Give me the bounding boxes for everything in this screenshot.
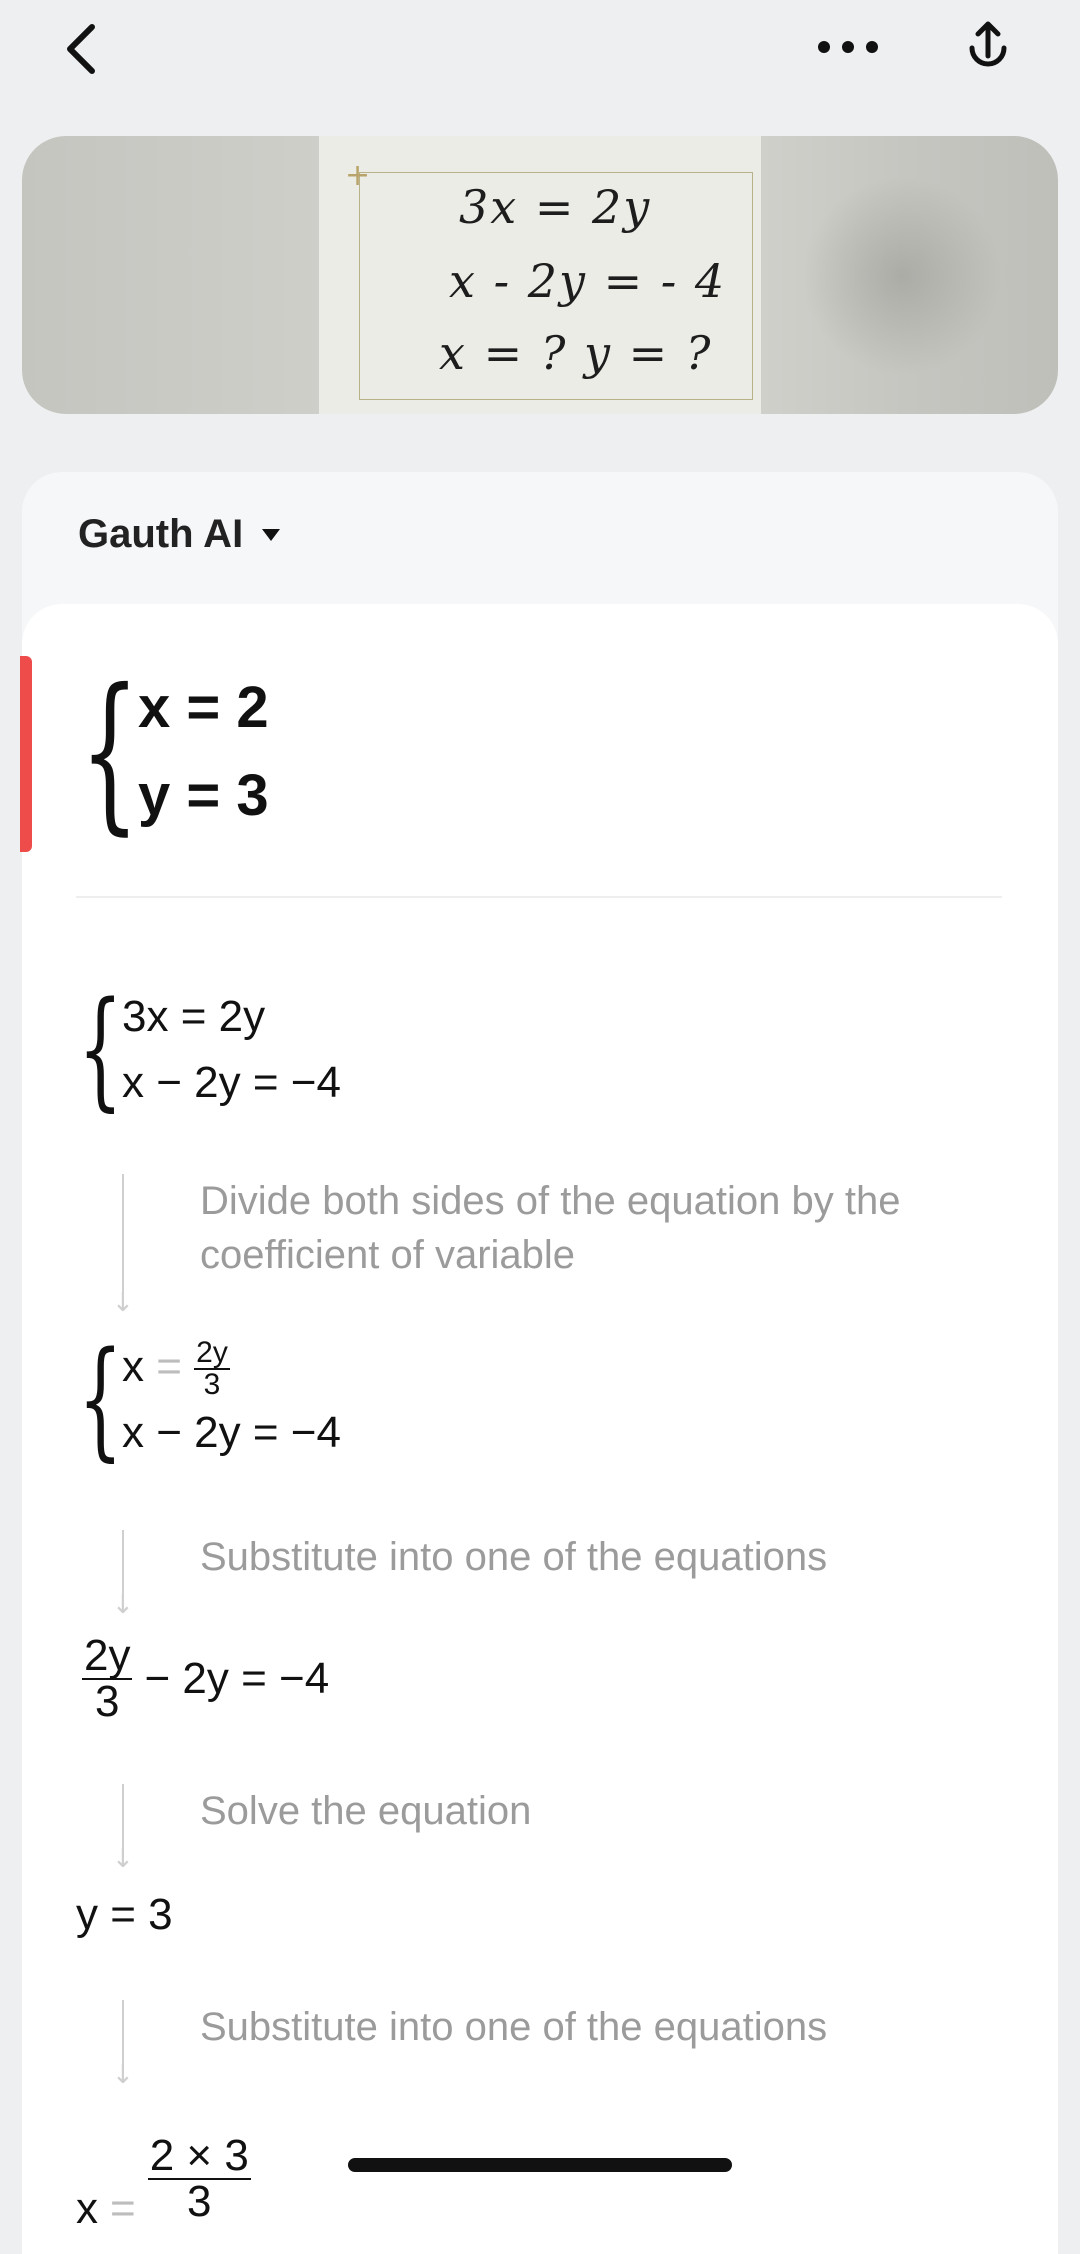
step-equation-5-lhs: x (76, 2184, 98, 2233)
step-note-4 (110, 2000, 828, 2090)
more-dots-icon (816, 39, 880, 55)
chevron-left-icon (62, 21, 102, 77)
step-note-3 (110, 1784, 532, 1874)
answer-panel (22, 472, 1058, 2232)
step-system-2 (78, 1325, 341, 1475)
step-equation-3-rest: − 2y = −4 (144, 1654, 330, 1703)
paper-sheet (319, 136, 761, 414)
step-note-4-text: Substitute into one of the equations (200, 2005, 828, 2049)
handwritten-line-2: x - 2y = - 4 (449, 254, 727, 308)
arrow-down-icon: ↓ (110, 2000, 140, 2084)
system1-eq1: 3x = 2y (122, 992, 266, 1041)
answer-x: x = 2 (138, 675, 269, 740)
step-equation-5: x = $\frac{2 \times 3}{3}$ (76, 2131, 249, 2233)
answer-accent-bar (20, 656, 32, 852)
step-equation-3 (82, 1631, 330, 1726)
system2-eq1: x = $\frac{2y}{3}$ (122, 1336, 228, 1402)
fraction: $\frac{2y}{3}$ (84, 1631, 131, 1726)
step-note-1 (110, 1174, 1020, 1318)
step-note-2-text: Substitute into one of the equations (200, 1535, 828, 1579)
caret-down-icon (259, 523, 283, 547)
photo-background (802, 176, 1002, 376)
step-note-2 (110, 1530, 828, 1620)
step-note-3-text: Solve the equation (200, 1789, 532, 1833)
share-icon (958, 18, 1018, 78)
system2-eq2: x − 2y = −4 (122, 1408, 341, 1458)
solution-card (22, 604, 1058, 2254)
brace-symbol: { (78, 1325, 123, 1475)
problem-photo[interactable] (22, 136, 1058, 414)
crop-corner-icon: + (345, 158, 371, 193)
brace-symbol: { (78, 975, 123, 1124)
system1-eq2: x − 2y = −4 (122, 1058, 341, 1107)
step-equation-4: y = 3 (76, 1890, 173, 1939)
step-note-1-text: Divide both sides of the equation by the coefficient of variable (200, 1179, 901, 1277)
answer-y: y = 3 (138, 763, 269, 828)
share-button[interactable] (956, 16, 1020, 80)
ai-selector[interactable] (78, 512, 283, 557)
divider (76, 896, 1002, 898)
more-button[interactable] (808, 24, 888, 70)
home-indicator[interactable] (348, 2158, 732, 2172)
ai-selector-label: Gauth AI (78, 512, 244, 556)
final-answer (80, 653, 269, 851)
brace-symbol: { (80, 653, 140, 851)
arrow-down-icon: ↓ (110, 1530, 140, 1614)
top-bar (0, 0, 1080, 110)
handwritten-line-1: 3x = 2y (459, 180, 652, 234)
system2-eq1-lhs: x (122, 1342, 144, 1391)
fraction: $\frac{2y}{3}$ (196, 1336, 228, 1402)
handwritten-line-3: x = ? y = ? (439, 326, 713, 380)
back-button[interactable] (52, 14, 112, 84)
arrow-down-icon: ↓ (110, 1784, 140, 1868)
arrow-down-icon: ↓ (110, 1174, 140, 1314)
step-system-1 (78, 975, 341, 1124)
fraction: $\frac{2 \times 3}{3}$ (149, 2131, 249, 2226)
